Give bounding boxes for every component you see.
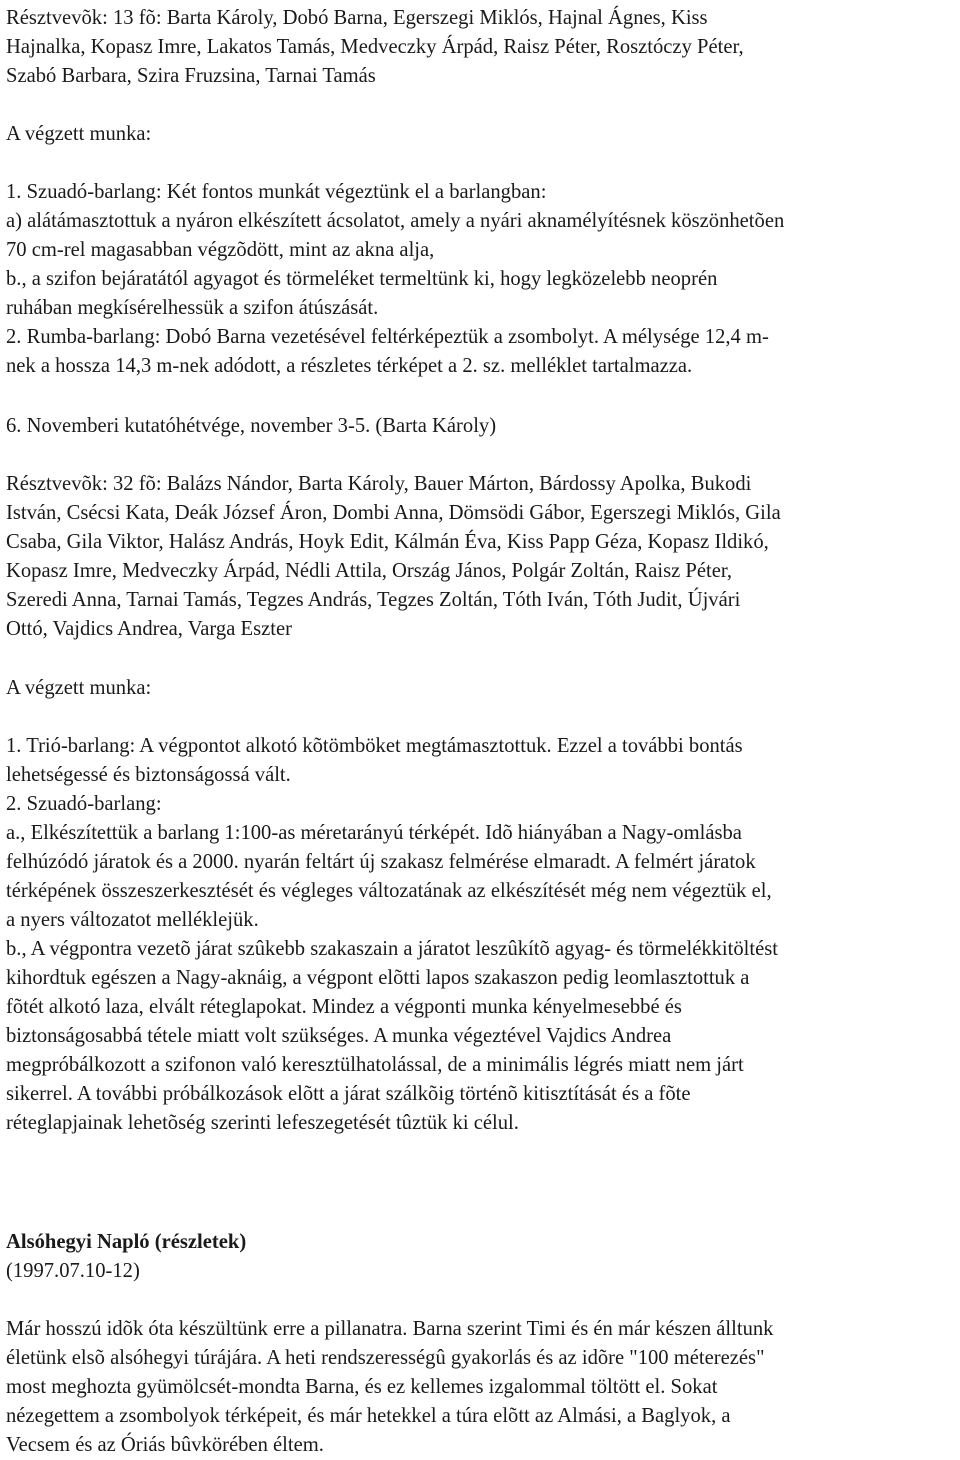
- text-line: életünk elsõ alsóhegyi túrájára. A heti rendszerességû gyakorlás és az idõre "100 méterezés": [6, 1347, 765, 1369]
- text-line: sikerrel. A további próbálkozások elõtt a járat szálkõig történõ kitisztítását és a fõte: [6, 1083, 691, 1105]
- diary-heading: [6, 1228, 246, 1286]
- diary-title: Alsóhegyi Napló (részletek): [6, 1231, 247, 1253]
- section-heading-6: 6. Novemberi kutatóhétvége, november 3-5. (Barta Károly): [6, 415, 497, 437]
- text-line: István, Csécsi Kata, Deák József Áron, Dombi Anna, Dömsödi Gábor, Egerszegi Miklós, Gila: [6, 502, 781, 524]
- text-line: Csaba, Gila Viktor, Halász András, Hoyk Edit, Kálmán Éva, Kiss Papp Géza, Kopasz Ildikó,: [6, 531, 769, 553]
- text-line: kihordtuk egészen a Nagy-aknáig, a végpont elõtti lapos szakaszon pedig leomlasztottuk a: [6, 967, 750, 989]
- diary-date: (1997.07.10-12): [6, 1260, 140, 1282]
- text-line: a., Elkészítettük a barlang 1:100-as méretarányú térképét. Idõ hiányában a Nagy-omlásba: [6, 822, 742, 844]
- text-line: felhúzódó járatok és a 2000. nyarán feltárt új szakasz felmérése elmaradt. A felmért járatok: [6, 851, 756, 873]
- text-line: biztonságosabbá tétele miatt volt szükséges. A munka végeztével Vajdics Andrea: [6, 1025, 672, 1047]
- work-paragraph-1: [6, 178, 784, 381]
- text-line: b., a szifon bejáratától agyagot és törmeléket termeltünk ki, hogy legközelebb neoprén: [6, 268, 718, 290]
- work-paragraph-2: [6, 732, 778, 1138]
- text-line: réteglapjainak lehetõség szerinti lefeszegetését tûztük ki célul.: [6, 1112, 519, 1134]
- text-line: Résztvevõk: 32 fõ: Balázs Nándor, Barta Károly, Bauer Márton, Bárdossy Apolka, Bukodi: [6, 473, 752, 495]
- text-line: 2. Rumba-barlang: Dobó Barna vezetésével feltérképeztük a zsombolyt. A mélysége 12,4 m-: [6, 326, 769, 348]
- participants-paragraph-2: [6, 470, 781, 644]
- text-line: nézegettem a zsombolyok térképeit, és már hetekkel a túra elõtt az Almási, a Baglyok, a: [6, 1405, 731, 1427]
- text-line: Kopasz Imre, Medveczky Árpád, Nédli Attila, Ország János, Polgár Zoltán, Raisz Péter,: [6, 560, 733, 582]
- text-line: 1. Szuadó-barlang: Két fontos munkát végeztünk el a barlangban:: [6, 181, 547, 203]
- text-line: megpróbálkozott a szifonon való keresztülhatolással, de a minimális légrés miatt nem járt: [6, 1054, 744, 1076]
- text-line: ruhában megkísérelhessük a szifon átúszását.: [6, 297, 379, 319]
- text-line: térképének összeszerkesztését és végleges változatának az elkészítését még nem végeztük el,: [6, 880, 772, 902]
- text-line: lehetségessé és biztonságossá vált.: [6, 764, 291, 786]
- text-line: nek a hossza 14,3 m-nek adódott, a részletes térképet a 2. sz. melléklet tartalmazza.: [6, 355, 693, 377]
- text-line: a nyers változatot melléklejük.: [6, 909, 259, 931]
- text-line: a) alátámasztottuk a nyáron elkészített ácsolatot, amely a nyári aknamélyítésnek köszönhetõen: [6, 210, 785, 232]
- text-line: b., A végpontra vezetõ járat szûkebb szakaszain a járatot leszûkítõ agyag- és törmelékkitöltést: [6, 938, 778, 960]
- text-line: 70 cm-rel magasabban végzõdött, mint az akna alja,: [6, 239, 435, 261]
- participants-paragraph-1: [6, 4, 744, 91]
- text-line: Ottó, Vajdics Andrea, Varga Eszter: [6, 618, 292, 640]
- text-line: 1. Trió-barlang: A végpontot alkotó kõtömböket megtámasztottuk. Ezzel a további bontás: [6, 735, 743, 757]
- text-line: Szeredi Anna, Tarnai Tamás, Tegzes András, Tegzes Zoltán, Tóth Iván, Tóth Judit, Újvári: [6, 589, 741, 611]
- text-line: fõtét alkotó laza, elvált réteglapokat. Mindez a végponti munka kényelmesebbé és: [6, 996, 682, 1018]
- work-heading-2: A végzett munka:: [6, 677, 152, 699]
- text-line: 2. Szuadó-barlang:: [6, 793, 162, 815]
- diary-paragraph: [6, 1315, 773, 1460]
- text-line: most meghozta gyümölcsét-mondta Barna, és ez kellemes izgalommal töltött el. Sokat: [6, 1376, 718, 1398]
- text-line: Már hosszú idõk óta készültünk erre a pillanatra. Barna szerint Timi és én már készen álltunk: [6, 1318, 774, 1340]
- text-line: Szabó Barbara, Szira Fruzsina, Tarnai Tamás: [6, 65, 376, 87]
- text-line: Hajnalka, Kopasz Imre, Lakatos Tamás, Medveczky Árpád, Raisz Péter, Rosztóczy Péter,: [6, 36, 744, 58]
- text-line: Vecsem és az Óriás bûvkörében éltem.: [6, 1434, 324, 1456]
- work-heading-1: A végzett munka:: [6, 123, 152, 145]
- text-line: Résztvevõk: 13 fõ: Barta Károly, Dobó Barna, Egerszegi Miklós, Hajnal Ágnes, Kiss: [6, 7, 708, 29]
